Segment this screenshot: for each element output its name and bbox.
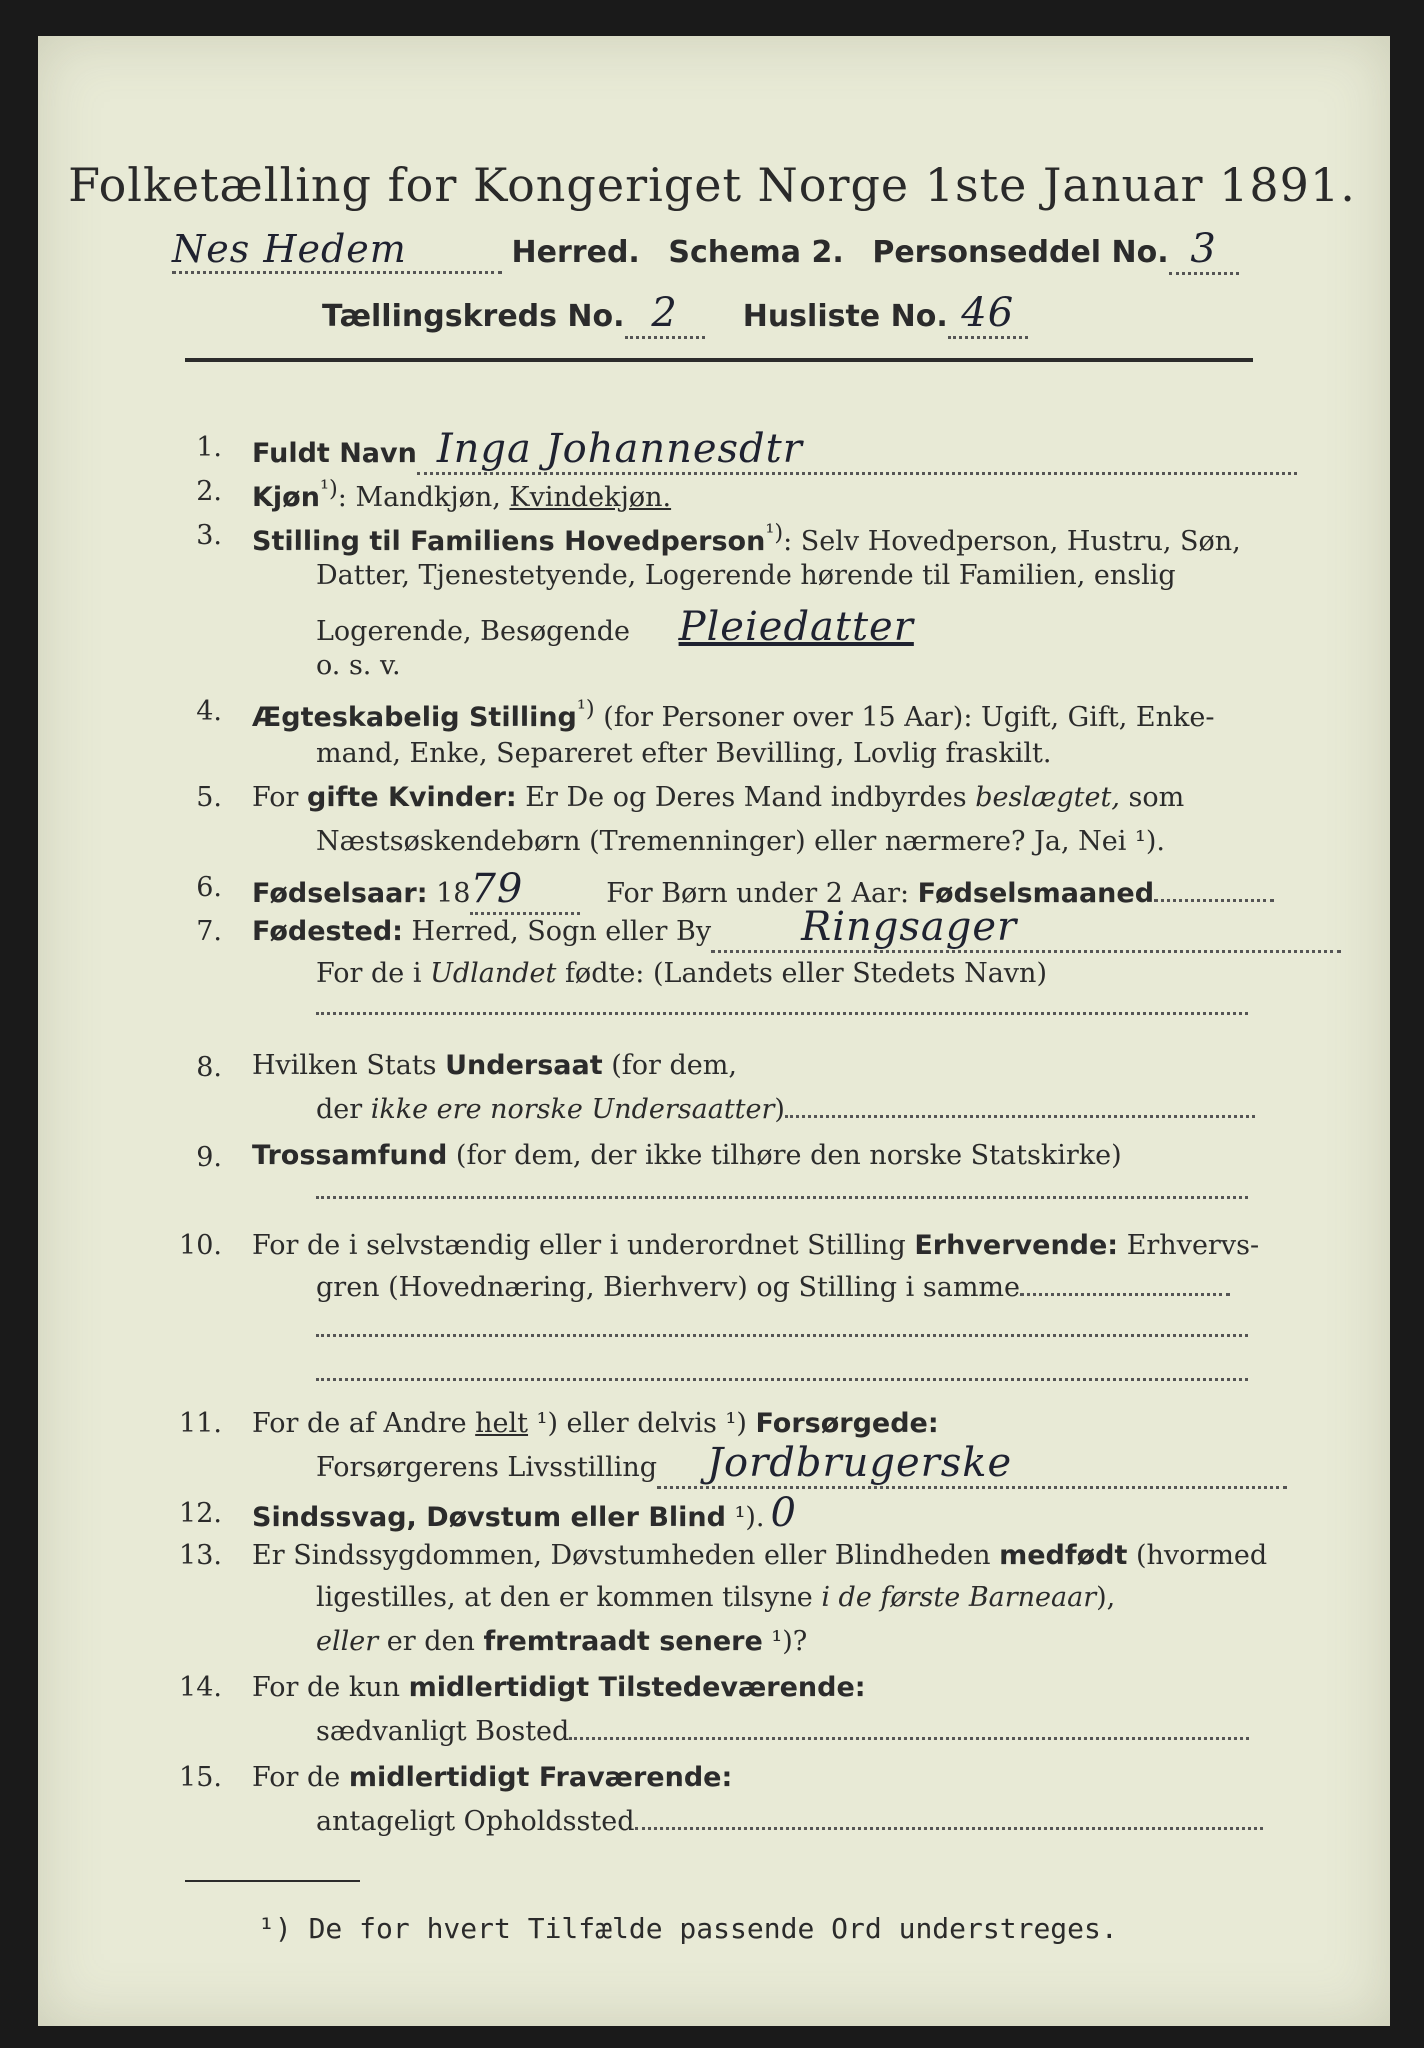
q13-em2: eller: [316, 1626, 379, 1657]
q15-label: midlertidigt Fraværende:: [348, 1762, 733, 1793]
q13-row-2: [316, 1582, 1115, 1613]
q14-label: midlertidigt Tilstedeværende:: [408, 1672, 866, 1703]
q13-label2: fremtraadt senere: [483, 1626, 763, 1657]
q11-underlined: helt: [475, 1408, 529, 1439]
q2-text-a: : Mandkjøn,: [337, 482, 501, 513]
q11-label: Forsørgede:: [755, 1408, 939, 1439]
q6-number: 6.: [196, 872, 222, 903]
q2-number: 2.: [196, 476, 222, 507]
q12-number: 12.: [179, 1498, 222, 1529]
q5-text-c: som: [1119, 782, 1185, 813]
q3-text3: Logerende, Besøgende: [316, 616, 630, 647]
q6-prefix: 18: [427, 878, 471, 909]
q2-underlined-answer: Kvindekjøn.: [509, 482, 672, 513]
q3-text4: o. s. v.: [316, 650, 401, 681]
q2-label: Kjøn: [252, 482, 320, 513]
q9-row: [252, 1140, 1122, 1171]
q15-text-a: For de: [252, 1762, 349, 1793]
q5-label: gifte Kvinder:: [307, 782, 517, 813]
q10-row-1: [252, 1230, 1259, 1261]
q8-text2a: der: [316, 1094, 371, 1125]
q8-text2b: ): [774, 1094, 785, 1125]
q3-text2: Datter, Tjenestetyende, Logerende hørende til Familien, enslig: [316, 560, 1176, 591]
q7-em: Udlandet: [430, 958, 557, 989]
q12-value: 0: [770, 1490, 797, 1536]
q12-text-a: ¹).: [725, 1502, 765, 1533]
q11-row-2: [316, 1440, 1287, 1489]
q13-row-3: [316, 1626, 807, 1657]
q9-number: 9.: [196, 1142, 222, 1173]
q9-text-a: (for dem, der ikke tilhøre den norske Statskirke): [447, 1140, 1122, 1171]
q6-month-field: [1154, 899, 1274, 902]
schema-label: Schema 2.: [668, 235, 844, 270]
q12-row: [252, 1490, 797, 1536]
husliste-label: Husliste No.: [742, 299, 948, 334]
q5-text-a: For: [252, 782, 308, 813]
q3-value: Pleiedatter: [678, 604, 914, 650]
q9-blank-line: [316, 1196, 1248, 1199]
q11-text2: Forsørgerens Livsstilling: [316, 1452, 658, 1483]
q15-field: [635, 1827, 1263, 1830]
q10-number: 10.: [179, 1230, 222, 1261]
q2-row: [252, 476, 671, 513]
q7-value: Ringsager: [711, 904, 1341, 953]
q12-label: Sindssvag, Døvstum eller Blind: [252, 1502, 726, 1533]
q10-blank-line-2: [316, 1378, 1248, 1381]
q8-text-b: (for dem,: [602, 1050, 737, 1081]
q3-row-1: [252, 520, 1241, 557]
personseddel-label: Personseddel No.: [872, 235, 1169, 270]
personseddel-value: 3: [1169, 226, 1239, 275]
q1-row: [252, 426, 1297, 475]
q11-row-1: [252, 1408, 939, 1439]
q3-text1: : Selv Hovedperson, Hustru, Søn,: [783, 526, 1241, 557]
q3-label: Stilling til Familiens Hovedperson: [252, 526, 766, 557]
q5-em: beslægtet,: [975, 782, 1120, 813]
q13-text3b: ¹)?: [762, 1626, 808, 1657]
q8-label: Undersaat: [445, 1050, 603, 1081]
q9-label: Trossamfund: [252, 1140, 448, 1171]
q10-text2: gren (Hovednæring, Bierhverv) og Stilling i samme: [316, 1272, 1021, 1303]
q13-em: i de første Barneaar: [821, 1582, 1097, 1613]
q15-row-1: [252, 1762, 732, 1793]
q11-text-a: For de af Andre: [252, 1408, 476, 1439]
q6-label2: Fødselsmaaned: [917, 878, 1155, 909]
taellingskreds-value: 2: [625, 290, 705, 339]
q3-sup: ¹): [765, 520, 784, 546]
q10-text-b: Erhvervs-: [1118, 1230, 1260, 1261]
q11-number: 11.: [179, 1408, 222, 1439]
q2-sup: ¹): [319, 476, 338, 502]
q11-text-b: ¹) eller delvis ¹): [528, 1408, 756, 1439]
q14-number: 14.: [179, 1672, 222, 1703]
q7-blank-line: [316, 1012, 1248, 1015]
q5-row-1: [252, 782, 1184, 813]
footnote-rule: [185, 1880, 360, 1882]
q13-row-1: [252, 1540, 1267, 1571]
q11-value: Jordbrugerske: [657, 1440, 1287, 1489]
q15-text2: antageligt Opholdssted: [316, 1806, 635, 1837]
header-rule: [185, 358, 1253, 362]
q7-text-a: Herred, Sogn eller By: [402, 916, 712, 947]
q8-field: [785, 1115, 1255, 1118]
q10-field: [1020, 1293, 1230, 1296]
q1-label: Fuldt Navn: [252, 438, 417, 469]
q10-blank-line-1: [316, 1334, 1248, 1337]
q13-text1a: Er Sindssygdommen, Døvstumheden eller Blindheden: [252, 1540, 1000, 1571]
q15-number: 15.: [179, 1762, 222, 1793]
header-line-herred: [172, 226, 1239, 275]
footnote: ¹) De for hvert Tilfælde passende Ord understreges.: [258, 1912, 1118, 1945]
q7-text2a: For de i: [316, 958, 431, 989]
q15-row-2: [316, 1806, 1263, 1837]
q7-row-1: [252, 904, 1341, 953]
q8-row-2: [316, 1094, 1255, 1125]
q10-row-2: [316, 1272, 1230, 1303]
q10-text-a: For de i selvstændig eller i underordnet Stilling: [252, 1230, 915, 1261]
q5-number: 5.: [196, 782, 222, 813]
herred-label: Herred.: [511, 235, 640, 270]
q7-row-2: [316, 958, 1047, 989]
husliste-value: 46: [948, 290, 1028, 339]
q13-number: 13.: [179, 1540, 222, 1571]
q7-text2b: fødte: (Landets eller Stedets Navn): [556, 958, 1047, 989]
q5-text2: Næstsøskendebørn (Tremenninger) eller nærmere? Ja, Nei ¹).: [316, 826, 1165, 857]
q6-value: 79: [470, 866, 580, 915]
q8-em: ikke ere norske Undersaatter: [370, 1094, 775, 1125]
q13-text3a: er den: [378, 1626, 484, 1657]
q6-text-b: For Børn under 2 Aar:: [606, 878, 910, 909]
q4-text1: (for Personer over 15 Aar): Ugift, Gift, Enke-: [594, 702, 1215, 733]
q4-sup: ¹): [576, 696, 595, 722]
form-title: Folketælling for Kongeriget Norge 1ste Januar 1891.: [68, 158, 1356, 212]
q8-row-1: [252, 1050, 737, 1081]
q1-value: Inga Johannesdtr: [417, 426, 1297, 475]
q14-row-2: [316, 1716, 1249, 1747]
q4-row-1: [252, 696, 1214, 733]
q3-row-3: [316, 604, 914, 650]
q14-row-1: [252, 1672, 866, 1703]
q8-number: 8.: [196, 1052, 222, 1083]
q3-number: 3.: [196, 520, 222, 551]
q6-label: Fødselsaar:: [252, 878, 428, 909]
q5-text-b: Er De og Deres Mand indbyrdes: [516, 782, 976, 813]
q4-text2: mand, Enke, Separeret efter Bevilling, Lovlig fraskilt.: [316, 738, 1052, 769]
header-line-taellingskreds: [322, 290, 1028, 339]
q10-label: Erhvervende:: [914, 1230, 1119, 1261]
q13-text1b: (hvormed: [1127, 1540, 1268, 1571]
q13-label: medfødt: [999, 1540, 1128, 1571]
q4-label: Ægteskabelig Stilling: [252, 702, 577, 733]
q1-number: 1.: [196, 432, 222, 463]
taellingskreds-label: Tællingskreds No.: [322, 299, 625, 334]
q13-text2a: ligestilles, at den er kommen tilsyne: [316, 1582, 822, 1613]
q13-text2b: ),: [1096, 1582, 1116, 1613]
q7-label: Fødested:: [252, 916, 403, 947]
q8-text-a: Hvilken Stats: [252, 1050, 446, 1081]
q14-text-a: For de kun: [252, 1672, 409, 1703]
q14-field: [569, 1737, 1249, 1740]
q14-text2: sædvanligt Bosted: [316, 1716, 570, 1747]
herred-value: Nes Hedem: [172, 227, 502, 274]
q4-number: 4.: [196, 696, 222, 727]
q7-number: 7.: [196, 916, 222, 947]
